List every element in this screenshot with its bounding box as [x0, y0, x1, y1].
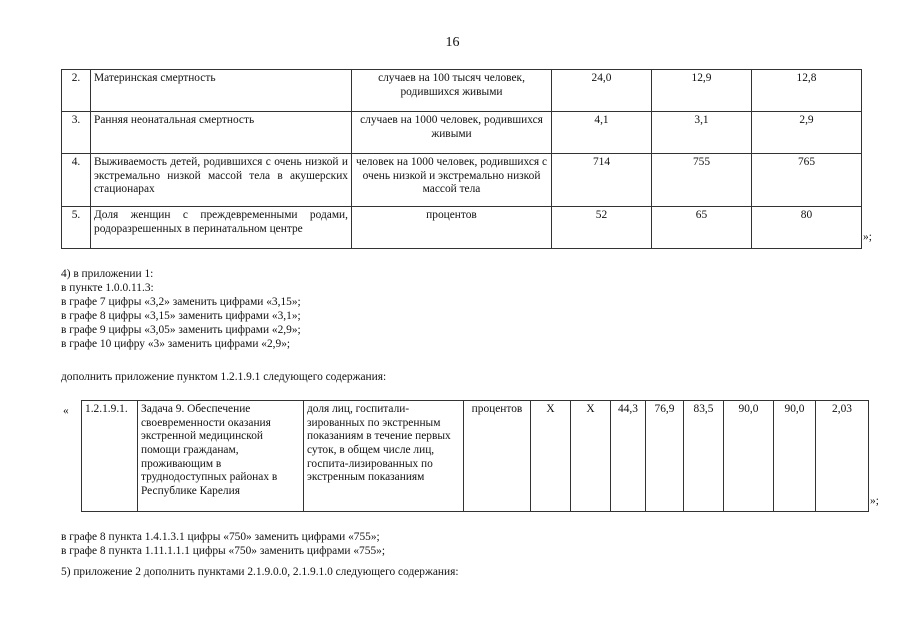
text-line: в графе 8 цифры «3,15» заменить цифрами «3,1»;: [61, 310, 301, 322]
unit-of-measure: человек на 1000 человек, родившихся с очень низкой и экстремально низкой массой тела: [352, 154, 552, 207]
table2-opening-quote: «: [63, 405, 69, 417]
value-cell: 2,9: [752, 112, 862, 154]
page-number: 16: [445, 35, 460, 50]
indicator-name: Материнская смертность: [91, 70, 352, 112]
value-cell: 755: [652, 154, 752, 207]
unit-of-measure: процентов: [464, 401, 531, 512]
row-number: 5.: [62, 207, 91, 249]
item-code: 1.2.1.9.1.: [82, 401, 138, 512]
value-cell: 83,5: [684, 401, 724, 512]
indicator-name: Доля женщин с преждевременными родами, родоразрешенных в перинатальном центре: [91, 207, 352, 249]
value-cell: 76,9: [646, 401, 684, 512]
value-cell: 44,3: [611, 401, 646, 512]
value-cell: X: [531, 401, 571, 512]
row-number: 4.: [62, 154, 91, 207]
value-cell: 765: [752, 154, 862, 207]
table-row: [82, 401, 869, 512]
unit-of-measure: процентов: [352, 207, 552, 249]
value-cell: 90,0: [724, 401, 774, 512]
value-cell: 24,0: [552, 70, 652, 112]
value-cell: 714: [552, 154, 652, 207]
text-line: дополнить приложение пунктом 1.2.1.9.1 следующего содержания:: [61, 371, 387, 383]
table-row: [62, 207, 862, 249]
section-5-heading: 5) приложение 2 дополнить пунктами 2.1.9.0.0, 2.1.9.1.0 следующего содержания:: [61, 566, 459, 578]
indicator-name: Выживаемость детей, родившихся с очень низкой и экстремально низкой массой тела в акушерских стационарах: [91, 154, 352, 207]
table-row: [62, 154, 862, 207]
value-cell: 12,8: [752, 70, 862, 112]
unit-of-measure: случаев на 100 тысяч человек, родившихся живыми: [352, 70, 552, 112]
text-line: в графе 8 пункта 1.11.1.1.1 цифры «750» заменить цифрами «755»;: [61, 545, 385, 557]
text-line: в графе 10 цифру «3» заменить цифрами «2,9»;: [61, 338, 291, 350]
text-line: в графе 8 пункта 1.4.1.3.1 цифры «750» заменить цифрами «755»;: [61, 531, 380, 543]
unit-of-measure: случаев на 1000 человек, родившихся живыми: [352, 112, 552, 154]
task-description: Задача 9. Обеспечение своевременности оказания экстренной медицинской помощи гражданам, проживающим в труднодоступных районах в Республике Карелия: [138, 401, 304, 512]
value-cell: 80: [752, 207, 862, 249]
value-cell: 90,0: [774, 401, 816, 512]
value-cell: 2,03: [816, 401, 869, 512]
value-cell: 3,1: [652, 112, 752, 154]
text-line: в графе 9 цифры «3,05» заменить цифрами «2,9»;: [61, 324, 301, 336]
value-cell: X: [571, 401, 611, 512]
indicator-name: Ранняя неонатальная смертность: [91, 112, 352, 154]
table2-closing-quote: »;: [870, 495, 879, 507]
table-row: [62, 112, 862, 154]
value-cell: 12,9: [652, 70, 752, 112]
row-number: 3.: [62, 112, 91, 154]
task-table: [81, 400, 869, 512]
row-number: 2.: [62, 70, 91, 112]
indicator-description: доля лиц, госпитали-зированных по экстренным показаниям в течение первых суток, в общем числе лиц, госпита-лизированных по экстренным показаниям: [304, 401, 464, 512]
table1-closing-quote: »;: [863, 231, 872, 243]
indicators-table: [61, 69, 862, 249]
value-cell: 65: [652, 207, 752, 249]
value-cell: 4,1: [552, 112, 652, 154]
text-line: в пункте 1.0.0.11.3:: [61, 282, 154, 294]
table-row: [62, 70, 862, 112]
text-line: в графе 7 цифры «3,2» заменить цифрами «3,15»;: [61, 296, 301, 308]
section-4-heading: 4) в приложении 1:: [61, 268, 154, 280]
value-cell: 52: [552, 207, 652, 249]
